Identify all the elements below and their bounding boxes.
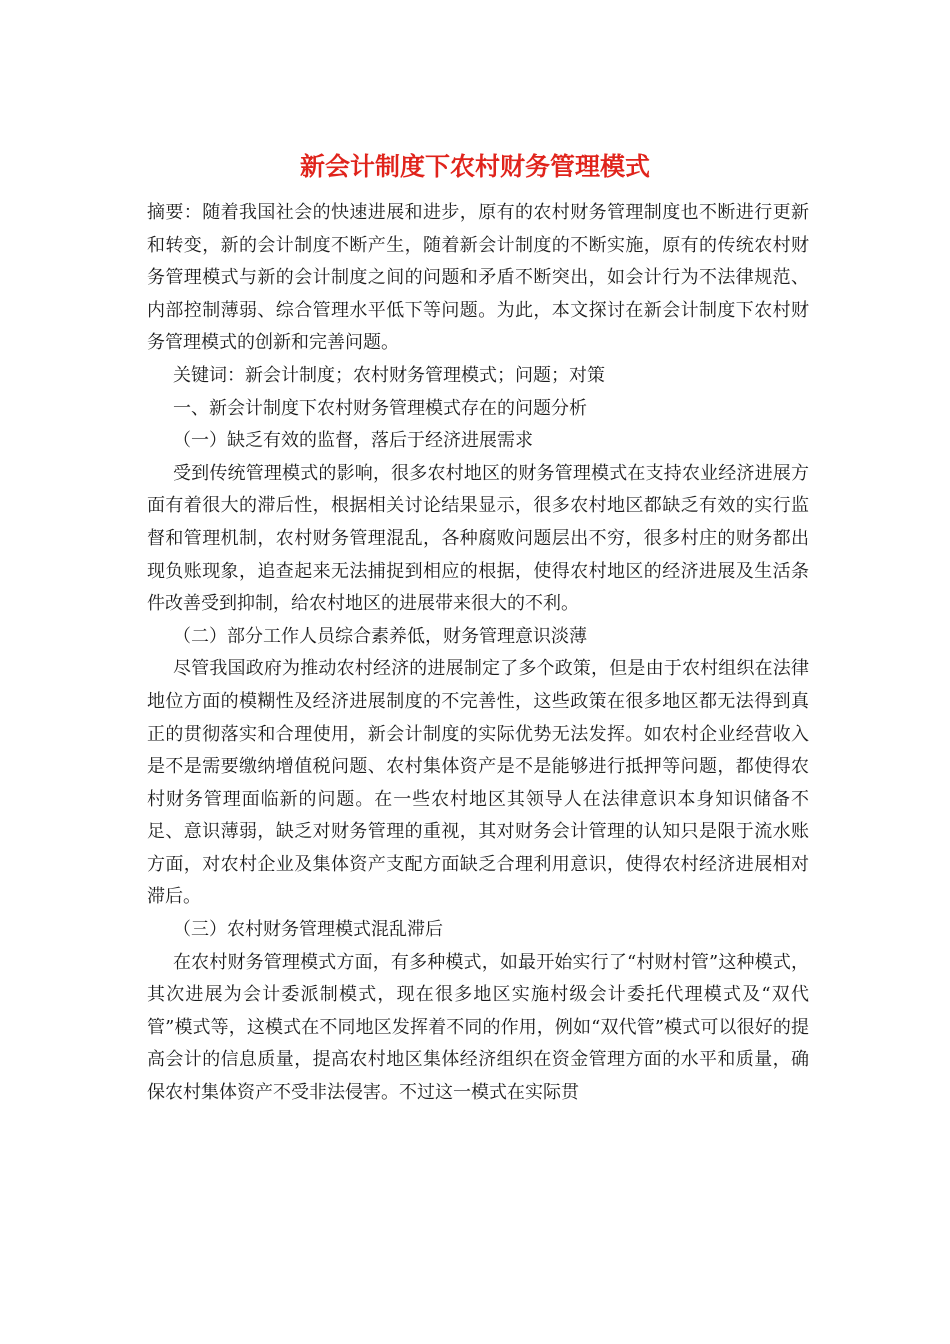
subsection-heading: （三）农村财务管理模式混乱滞后 — [173, 919, 443, 941]
keywords-line: 关键词：新会计制度；农村财务管理模式；问题；对策 — [173, 364, 605, 386]
subsection-heading: （一）缺乏有效的监督，落后于经济进展需求 — [173, 430, 533, 452]
document-body — [147, 197, 809, 1110]
document-title: 新会计制度下农村财务管理模式 — [299, 152, 650, 181]
body-paragraph: 尽管我国政府为推动农村经济的进展制定了多个政策，但是由于农村组织在法律地位方面的模糊性及经济进展制度的不完善性，这些政策在很多地区都无法得到真正的贯彻落实和合理使用，新会计制度的实际优势无法发挥。如农村企业经营收入是不是需要缴纳增值税问题、农村集体资产是不是能够进行抵押等问题，都使得农村财务管理面临新的问题。在一些农村地区其领导人在法律意识本身知识储备不足、意识薄弱，缺乏对财务管理的重视，其对财务会计管理的认知只是限于流水账方面，对农村企业及集体资产支配方面缺乏合理利用意识，使得农村经济进展相对滞后。 — [147, 658, 809, 908]
body-paragraph: 在农村财务管理模式方面，有多种模式，如最开始实行了“村财村管”这种模式，其次进展为会计委派制模式，现在很多地区实施村级会计委托代理模式及“双代管”模式等，这模式在不同地区发挥着不同的作用，例如“双代管”模式可以很好的提高会计的信息质量，提高农村地区集体经济组织在资金管理方面的水平和质量，确保农村集体资产不受非法侵害。不过这一模式在实际贯 — [147, 951, 809, 1104]
body-paragraph: 受到传统管理模式的影响，很多农村地区的财务管理模式在支持农业经济进展方面有着很大的滞后性，根据相关讨论结果显示，很多农村地区都缺乏有效的实行监督和管理机制，农村财务管理混乱，各种腐败问题层出不穷，很多村庄的财务都出现负账现象，追查起来无法捕捉到相应的根据，使得农村地区的经济进展及生活条件改善受到抑制，给农村地区的进展带来很大的不利。 — [147, 462, 809, 615]
abstract-paragraph: 摘要：随着我国社会的快速进展和进步，原有的农村财务管理制度也不断进行更新和转变，新的会计制度不断产生，随着新会计制度的不断实施，原有的传统农村财务管理模式与新的会计制度之间的问题和矛盾不断突出，如会计行为不法律规范、内部控制薄弱、综合管理水平低下等问题。为此，本文探讨在新会计制度下农村财务管理模式的创新和完善问题。 — [147, 202, 809, 354]
section-heading: 一、新会计制度下农村财务管理模式存在的问题分析 — [173, 397, 587, 419]
subsection-heading: （二）部分工作人员综合素养低，财务管理意识淡薄 — [173, 625, 587, 647]
